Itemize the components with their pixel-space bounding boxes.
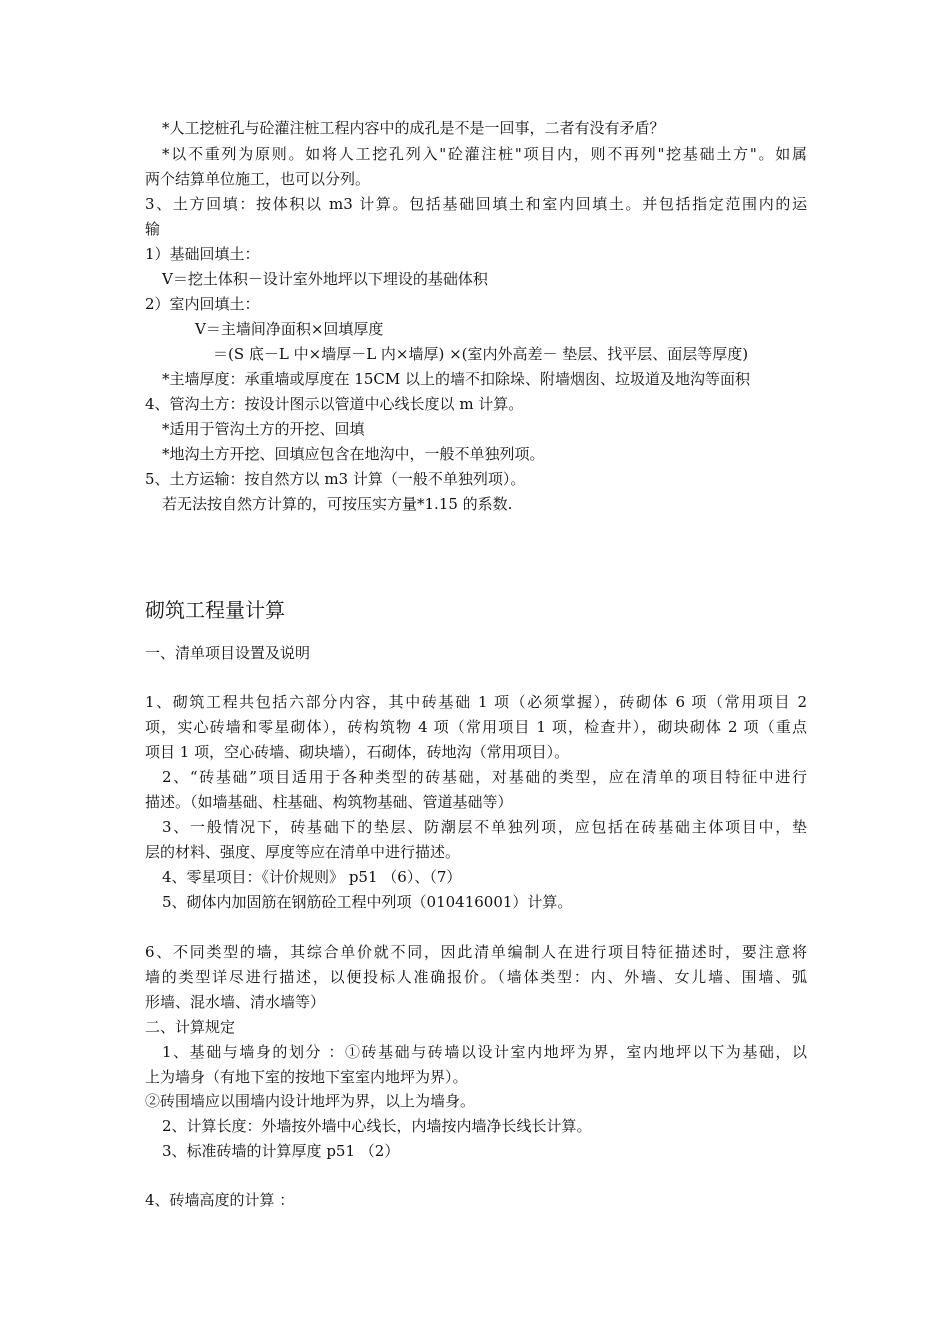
text-line: 4、管沟土方：按设计图示以管道中心线长度以 m 计算。: [145, 395, 524, 413]
text-line: 若无法按自然方计算的，可按压实方量*1.15 的系数.: [162, 495, 513, 513]
text-line: 3、土方回填：按体积以 m3 计算。包括基础回填土和室内回填土。并包括指定范围内的运: [145, 195, 807, 213]
text-line: ②砖围墙应以围墙内设计地坪为界，以上为墙身。: [145, 1092, 476, 1110]
text-line: 5、土方运输：按自然方以 m3 计算（一般不单独列项）。: [145, 470, 526, 488]
text-line: V＝主墙间净面积×回填厚度: [195, 320, 384, 338]
text-line: *主墙厚度：承重墙或厚度在 15CM 以上的墙不扣除垛、附墙烟囱、垃圾道及地沟等面积: [162, 370, 750, 388]
text-line: ＝(S 底－L 中×墙厚－L 内×墙厚) ×(室内外高差－ 垫层、找平层、面层等厚度): [213, 345, 749, 363]
text-line: 4、零星项目：《计价规则》 p51 （6）、（7）: [162, 868, 462, 886]
text-line: *适用于管沟土方的开挖、回填: [162, 420, 365, 438]
text-line: 1、砌筑工程共包括六部分内容，其中砖基础 1 项（必须掌握），砖砌体 6 项（常用项目 2: [145, 693, 807, 711]
text-line: 2、“砖基础”项目适用于各种类型的砖基础，对基础的类型，应在清单的项目特征中进行: [162, 768, 807, 786]
text-line: *地沟土方开挖、回填应包含在地沟中，一般不单独列项。: [162, 445, 545, 463]
text-line: 1、基础与墙身的划分 ：①砖基础与砖墙以设计室内地坪为界，室内地坪以下为基础，以: [162, 1043, 807, 1061]
text-line: 二、计算规定: [145, 1018, 236, 1036]
text-line: 一、清单项目设置及说明: [145, 644, 311, 662]
text-line: 墙的类型详尽进行描述，以便投标人准确报价。（墙体类型：内、外墙、女儿墙、围墙、弧: [145, 968, 807, 986]
text-line: 5、砌体内加固筋在钢筋砼工程中列项（010416001）计算。: [162, 893, 573, 911]
text-line: *以不重列为原则。如将人工挖孔列入"砼灌注桩"项目内，则不再列"挖基础土方"。如属: [162, 145, 807, 163]
text-line: V＝挖土体积－设计室外地坪以下埋设的基础体积: [162, 270, 488, 288]
text-line: 形墙、混水墙、清水墙等）: [145, 993, 326, 1011]
text-line: 2、计算长度：外墙按外墙中心线长，内墙按内墙净长线长计算。: [162, 1117, 592, 1135]
text-line: 描述。（如墙基础、柱基础、构筑物基础、管道基础等）: [145, 793, 513, 811]
text-line: 3、一般情况下，砖基础下的垫层、防潮层不单独列项，应包括在砖基础主体项目中，垫: [162, 818, 807, 836]
text-line: 层的材料、强度、厚度等应在清单中进行描述。: [145, 843, 461, 861]
text-line: 1）基础回填土：: [145, 245, 260, 263]
text-line: 上为墙身（有地下室的按地下室室内地坪为界）。: [145, 1068, 468, 1086]
section-heading: 砌筑工程量计算: [145, 598, 285, 622]
text-line: 3、标准砖墙的计算厚度 p51 （2）: [162, 1142, 400, 1160]
text-line: 4、砖墙高度的计算 ：: [145, 1191, 295, 1209]
text-line: 两个结算单位施工，也可以分列。: [145, 170, 371, 188]
text-line: 项目 1 项，空心砖墙、砌块墙），石砌体，砖地沟（常用项目）。: [145, 743, 570, 761]
text-line: 2）室内回填土：: [145, 295, 260, 313]
text-line: 输: [145, 220, 161, 238]
text-line: 项，实心砖墙和零星砌体），砖构筑物 4 项（常用项目 1 项，检查井），砌块砌体 2 项（重点: [145, 718, 807, 736]
text-line: *人工挖桩孔与砼灌注桩工程内容中的成孔是不是一回事，二者有没有矛盾？: [162, 119, 665, 137]
text-line: 6、不同类型的墙，其综合单价就不同，因此清单编制人在进行项目特征描述时，要注意将: [145, 943, 807, 961]
